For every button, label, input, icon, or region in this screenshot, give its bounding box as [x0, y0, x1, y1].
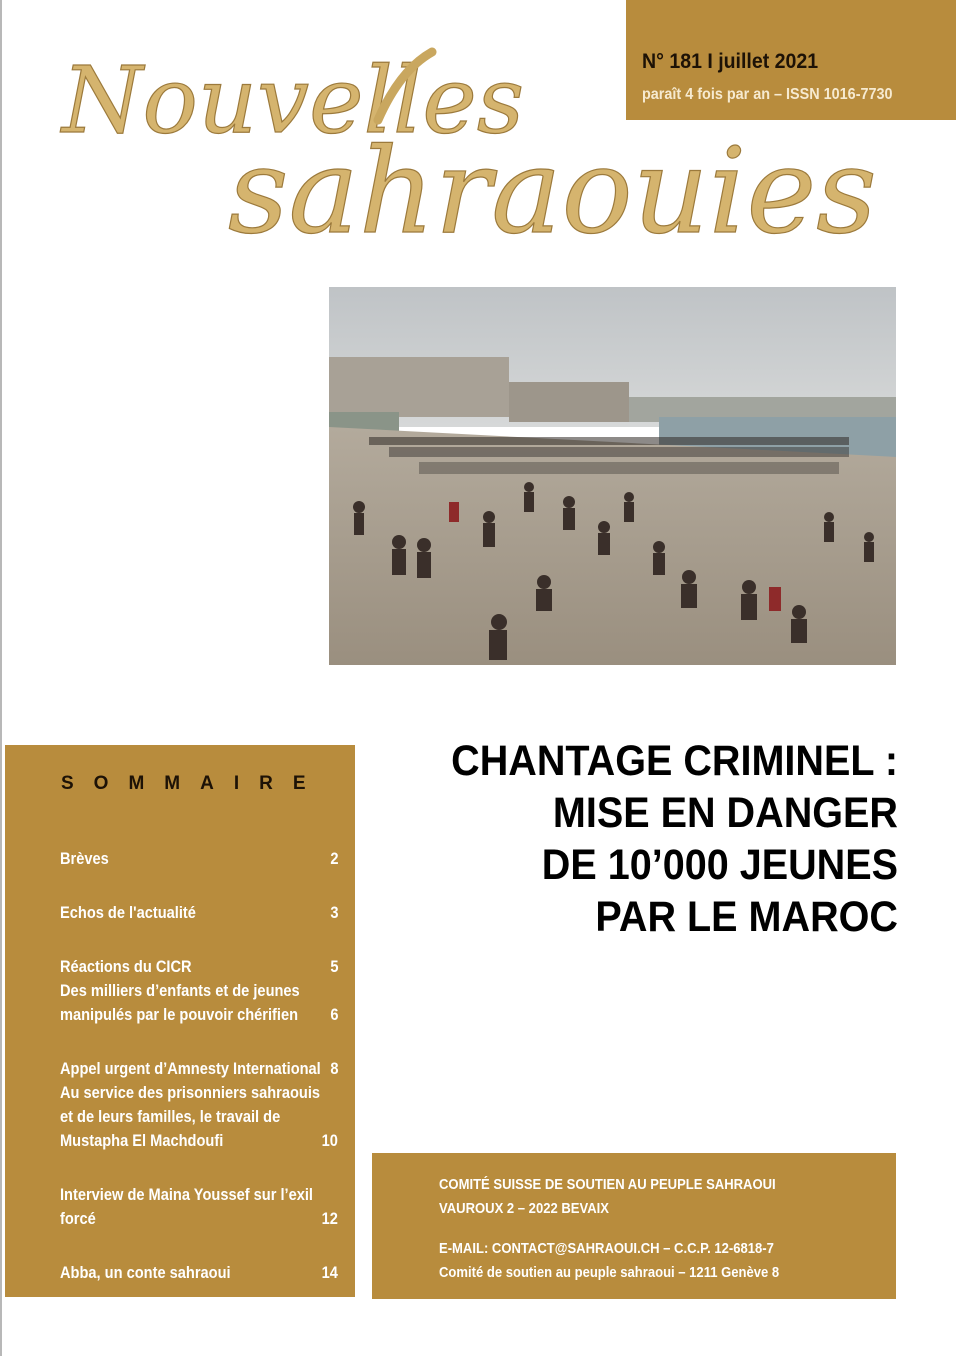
- toc-entry-line: Interview de Maina Youssef sur l’exil: [60, 1185, 313, 1204]
- toc-entry[interactable]: [60, 979, 338, 1027]
- toc-entry-line: manipulés par le pouvoir chérifien: [60, 1005, 299, 1024]
- headline-line: PAR LE MAROC: [595, 893, 898, 941]
- publisher-name: COMITÉ SUISSE DE SOUTIEN AU PEUPLE SAHRAOUI: [439, 1177, 776, 1193]
- toc-entry[interactable]: [60, 955, 338, 979]
- toc-page-number: 10: [321, 1131, 338, 1150]
- masthead-line1: Nouvelles: [62, 47, 525, 154]
- toc-entry-line: Abba, un conte sahraoui: [60, 1263, 231, 1282]
- toc-entry-line: Echos de l'actualité: [60, 903, 196, 922]
- toc-entry-line: Brèves: [60, 849, 109, 868]
- masthead-line2: sahraouies: [228, 122, 877, 260]
- toc-entry-line: forcé: [60, 1209, 96, 1228]
- headline-line: DE 10’000 JEUNES: [541, 841, 898, 889]
- toc-entry-line: Appel urgent d’Amnesty International: [60, 1059, 321, 1078]
- toc-entry[interactable]: [60, 901, 338, 925]
- toc-entry-line: Mustapha El Machdoufi: [60, 1131, 224, 1150]
- toc-entry[interactable]: [60, 1183, 338, 1231]
- headline-line: CHANTAGE CRIMINEL :: [451, 737, 898, 785]
- toc-page-number: 2: [329, 849, 338, 868]
- toc-entry-line: Des milliers d’enfants et de jeunes: [60, 981, 300, 1000]
- toc-entry-line: et de leurs familles, le travail de: [60, 1107, 281, 1126]
- toc-title: SOMMAIRE: [61, 773, 326, 794]
- table-of-contents: [5, 745, 355, 1297]
- issue-box: [626, 0, 956, 120]
- toc-entry[interactable]: [60, 1261, 338, 1285]
- publisher-street: VAUROUX 2 – 2022 BEVAIX: [439, 1201, 609, 1217]
- cover-photo: [329, 287, 896, 665]
- issue-number-date: N° 181 I juillet 2021: [642, 50, 819, 73]
- toc-entry-line: Au service des prisonniers sahraouis: [60, 1083, 321, 1102]
- toc-page-number: 12: [321, 1209, 338, 1228]
- toc-entry[interactable]: [60, 1057, 338, 1081]
- cover-headline: [370, 735, 898, 943]
- toc-page-number: 6: [329, 1005, 338, 1024]
- issue-frequency-issn: paraît 4 fois par an – ISSN 1016-7730: [642, 86, 893, 103]
- toc-page-number: 8: [329, 1059, 338, 1078]
- toc-entry-line: Réactions du CICR: [60, 957, 192, 976]
- publisher-postal: Comité de soutien au peuple sahraoui – 1211 Genève 8: [439, 1265, 780, 1281]
- toc-entry[interactable]: [60, 847, 338, 871]
- toc-entry[interactable]: [60, 1081, 338, 1153]
- headline-line: MISE EN DANGER: [552, 789, 898, 837]
- toc-page-number: 5: [329, 957, 338, 976]
- toc-page-number: 3: [329, 903, 338, 922]
- publisher-address-box: [372, 1153, 896, 1299]
- publisher-contact[interactable]: E-MAIL: CONTACT@SAHRAOUI.CH – C.C.P. 12-6818-7: [439, 1241, 774, 1257]
- toc-page-number: 14: [321, 1263, 338, 1282]
- beach-crowd-photo: [329, 287, 896, 665]
